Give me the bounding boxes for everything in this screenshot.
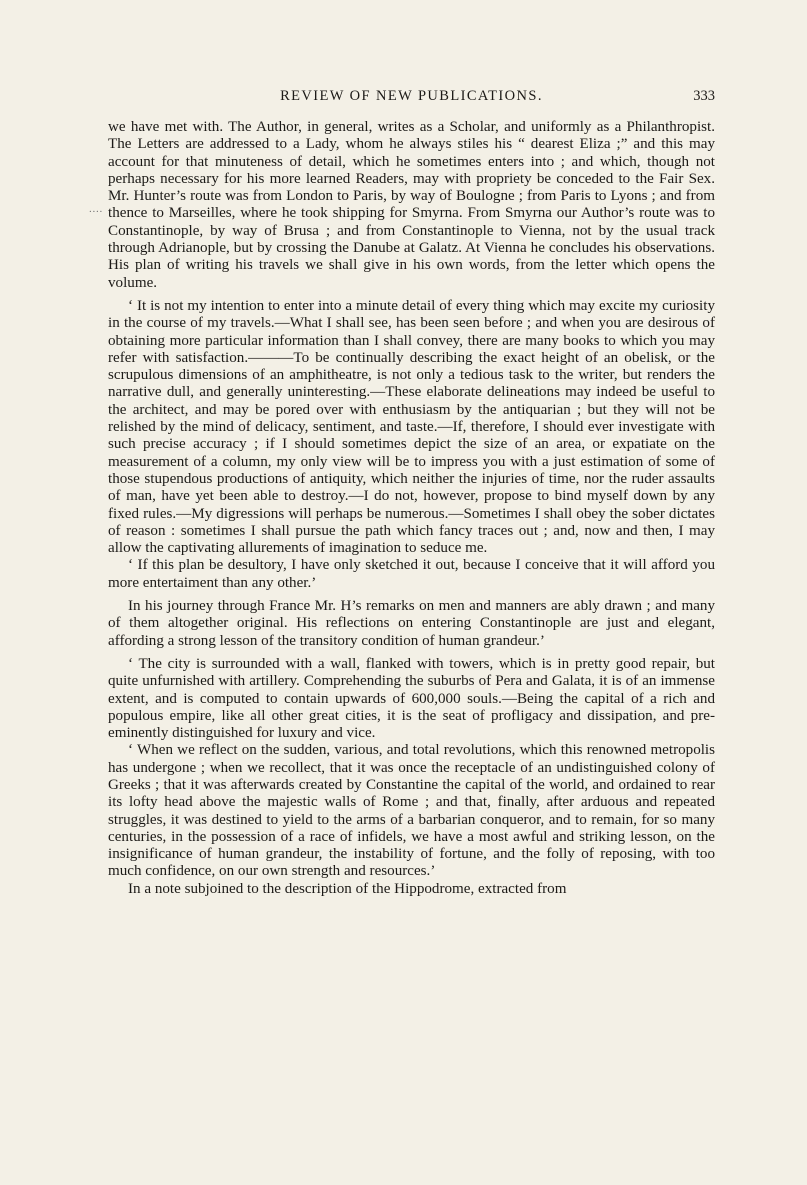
quote-paragraph-plan: ‘ It is not my intention to enter into a minute detail of every thing which may excite my curiosity in the course of my travels.—What I shall see, has been seen before ; and when you are desirous of obtaining more particular information than I shall convey, there are many books to which you may refer with satisfaction.———To be continually describing the exact height of an obelisk, or the scrupulous dimensions of an amphitheatre, is not only a tedious task to the writer, but renders the narrative dull, and generally uninteresting.—These elaborate delineations may indeed be useful to the architect, and may be pored over with enthusiasm by the antiquarian ; but they will not be relished by the mind of delicacy, sentiment, and taste.—If, therefore, I should ever investigate with such precise accuracy ; if I should sometimes depict the size of an area, or expatiate on the measurement of a column, my only view will be to impress you with a just estimation of some of those stupendous productions of antiquity, which neither the injuries of time, nor the ruder assaults of man, have yet been able to destroy.—I do not, however, propose to bind myself down by any fixed rules.—My digressions will perhaps be numerous.—Sometimes I shall obey the sober dictates of reason : sometimes I shall pursue the path which fancy traces out ; and, now and then, I may allow the captivating allurements of imagination to seduce me. bbox=[108, 297, 715, 557]
body-text bbox=[108, 119, 715, 898]
paragraph-hippodrome-note: In a note subjoined to the description of the Hippodrome, extracted from bbox=[128, 880, 567, 897]
quote-paragraph-desultory: ‘ If this plan be desultory, I have only sketched it out, because I conceive that it will afford you more entertaiment than any other.’ bbox=[108, 557, 715, 591]
page-header bbox=[108, 88, 715, 114]
paragraph-france-journey: In his journey through France Mr. H’s remarks on men and manners are ably drawn ; and many of them altogether original. His reflections on entering Constantinople are just and elegant, affording a strong lesson of the transitory condition of human grandeur.’ bbox=[108, 598, 715, 649]
quote-paragraph-revolutions: ‘ When we reflect on the sudden, various, and total revolutions, which this renowned metropolis has undergone ; when we recollect, that it was once the receptacle of an undistinguished colony of Greeks ; that it was afterwards created by Constantine the capital of the world, and ordained to rear its lofty head above the majestic walls of Rome ; and that, finally, after arduous and repeated struggles, it was destined to yield to the arms of a barbarian conqueror, and to remain, for so many centuries, in the possession of a race of infidels, we have a most awful and striking lesson, on the insignificance of human grandeur, the instability of fortune, and the folly of reposing, with too much confidence, on our own strength and resources.’ bbox=[108, 742, 715, 880]
running-title: REVIEW OF NEW PUBLICATIONS. bbox=[280, 88, 543, 104]
quote-paragraph-city: ‘ The city is surrounded with a wall, flanked with towers, which is in pretty good repair, but quite unfurnished with artillery. Comprehending the suburbs of Pera and Galata, it is of an immense extent, and is computed to contain upwards of 600,000 souls.—Being the capital of a rich and populous empire, like all other great cities, it is the seat of profligacy and dissipation, and pre-eminently distinguished for luxury and vice. bbox=[108, 655, 715, 742]
paragraph-1: we have met with. The Author, in general, writes as a Scholar, and uniformly as a Philanthropist. The Letters are addressed to a Lady, whom he always stiles his “ dearest Eliza ;” and this may account for that minuteness of detail, which he sometimes enters into ; and which, though not perhaps necessary for his more learned Readers, may with propriety be conceded to the Fair Sex. Mr. Hunter’s route was from London to Paris, by way of Boulogne ; from Paris to Lyons ; and from thence to Marseilles, where he took shipping for Smyrna. From Smyrna our Author’s route was to Constantinople, by way of Brusa ; and from Constantinople to Vienna, not by the usual track through Adrianople, but by crossing the Danube at Galatz. At Vienna he concludes his observations. His plan of writing his travels we shall give in his own words, from the letter which opens the volume. bbox=[108, 119, 715, 291]
margin-mark: . . . . bbox=[89, 203, 102, 215]
page-number: 333 bbox=[693, 88, 715, 104]
